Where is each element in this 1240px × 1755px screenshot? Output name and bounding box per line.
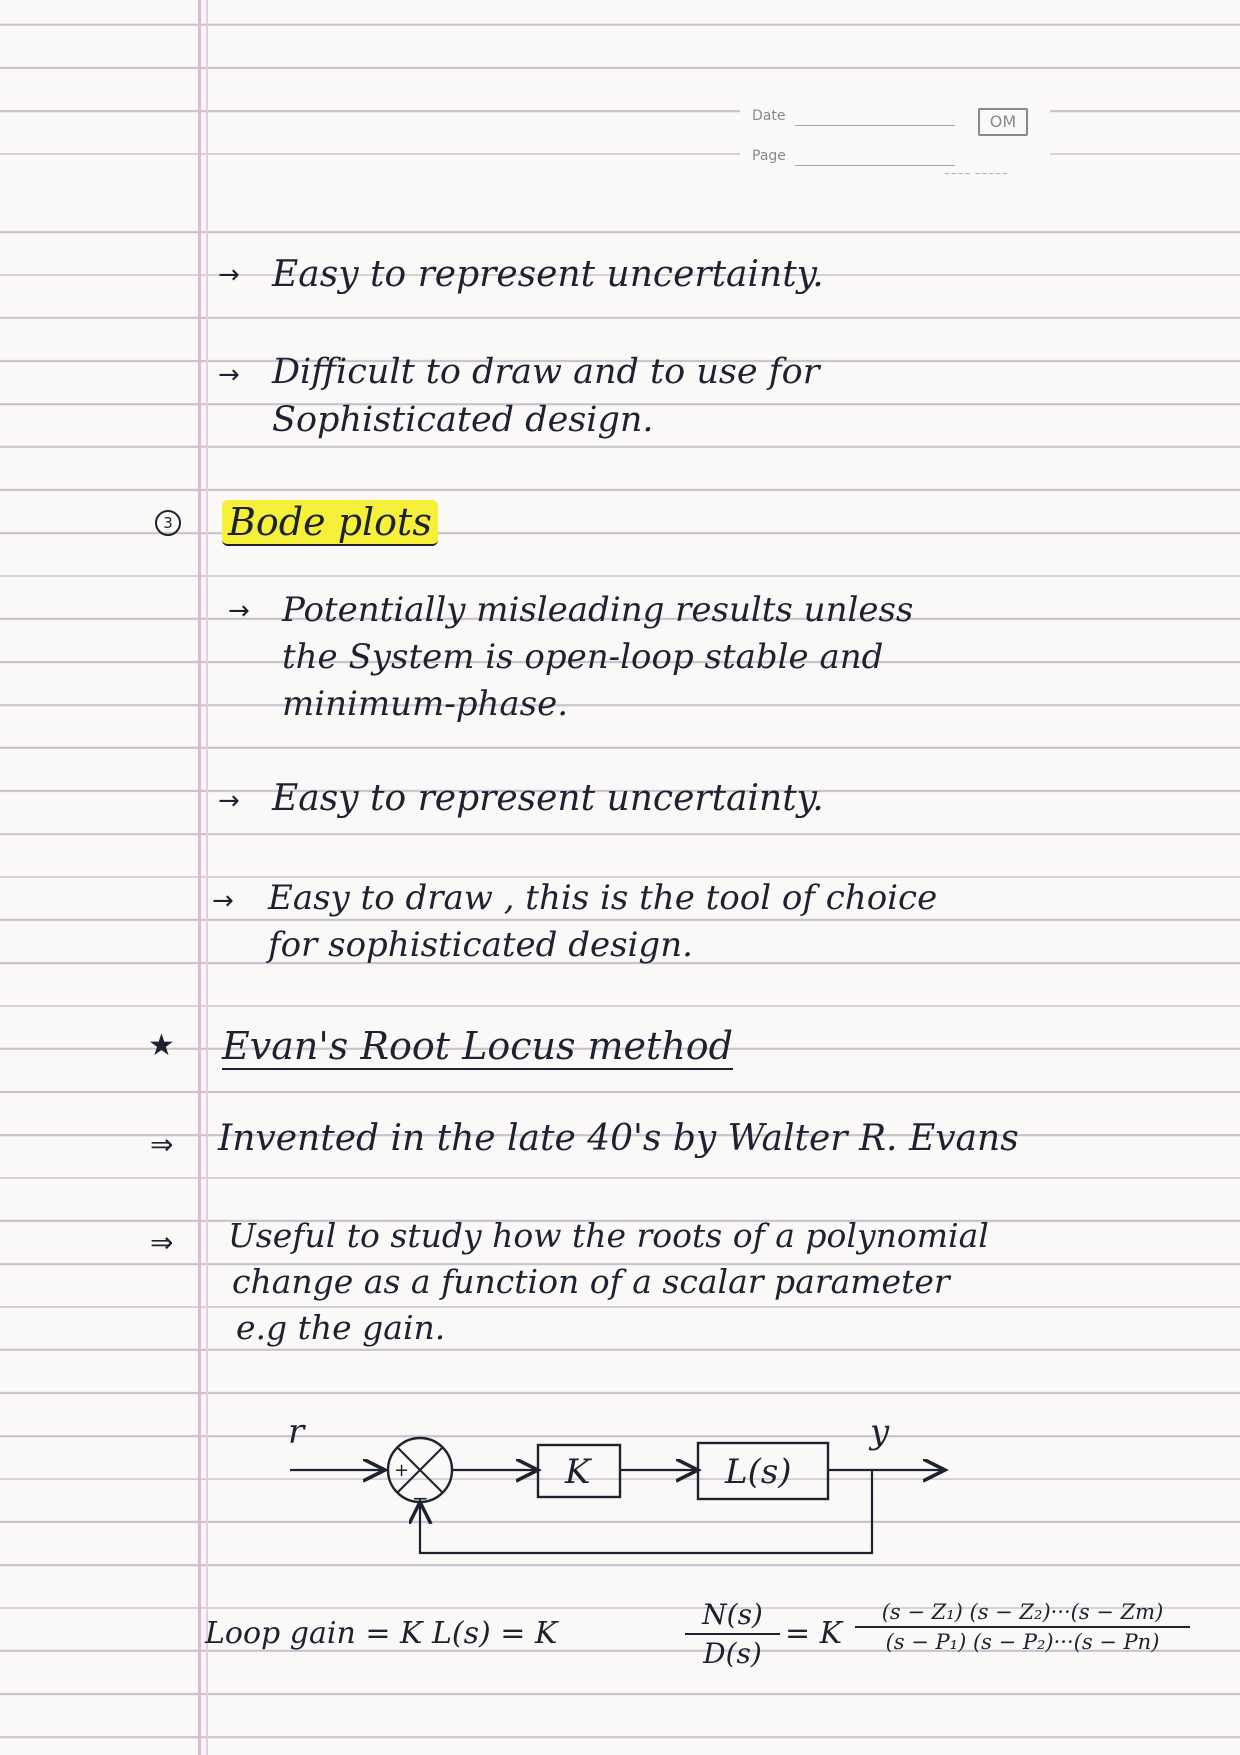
bullet-text: Difficult to draw and to use for [272, 352, 820, 392]
margin-line [198, 0, 201, 1755]
minus-sign: − [412, 1486, 429, 1510]
page-label: Page [752, 148, 786, 164]
denominator-poles: (s − P₁) (s − P₂)···(s − Pn) [885, 1630, 1160, 1654]
fraction-bar [855, 1626, 1190, 1628]
bullet-double-arrow: ⇒ [150, 1226, 174, 1259]
bullet-arrow: → [228, 596, 250, 626]
feedback-path [420, 1470, 872, 1553]
bullet-text-continued: Sophisticated design. [272, 400, 654, 440]
bullet-text-continued: change as a function of a scalar parameter [232, 1262, 950, 1301]
bullet-text: Easy to represent uncertainty. [272, 778, 824, 819]
bullet-arrow: → [218, 360, 240, 390]
output-label: y [870, 1412, 890, 1452]
bullet-text-continued: minimum-phase. [282, 684, 569, 724]
bullet-text: Easy to draw , this is the tool of choice [268, 878, 938, 918]
bullet-arrow: → [212, 886, 234, 916]
om-logo: OM [978, 108, 1028, 136]
date-line [795, 125, 955, 126]
bullet-text: Easy to represent uncertainty. [272, 254, 824, 295]
bullet-text-continued: the System is open-loop stable and [282, 637, 884, 677]
bullet-arrow: → [218, 786, 240, 816]
bullet-double-arrow: ⇒ [150, 1128, 174, 1161]
bullet-text: Invented in the late 40's by Walter R. Evans [218, 1118, 1019, 1159]
equation-lhs: Loop gain = K L(s) = K [205, 1616, 558, 1651]
page-line [795, 165, 955, 166]
date-label: Date [752, 108, 786, 124]
margin-line-secondary [206, 0, 208, 1755]
fraction-bar [685, 1633, 780, 1635]
denominator: D(s) [703, 1637, 762, 1670]
bullet-arrow: → [218, 260, 240, 290]
equation-equals-k: = K [785, 1616, 843, 1651]
bullet-text-continued: for sophisticated design. [268, 925, 693, 965]
om-logo-tagline: ~~~~ ~~~~~ [944, 170, 1010, 178]
bullet-text: Useful to study how the roots of a polynomial [228, 1216, 989, 1255]
plus-sign: + [394, 1460, 410, 1481]
fraction-n-over-d [685, 1598, 780, 1670]
section-number: 3 [155, 510, 181, 536]
gain-block-label: K [565, 1452, 591, 1492]
star-icon: ★ [148, 1028, 175, 1063]
fraction-zeros-over-poles [855, 1600, 1190, 1654]
plant-block-label: L(s) [725, 1452, 792, 1492]
bullet-text: Potentially misleading results unless [282, 590, 914, 630]
numerator-zeros: (s − Z₁) (s − Z₂)···(s − Zm) [881, 1600, 1164, 1624]
input-label: r [288, 1412, 305, 1452]
feedback-block-diagram [280, 1405, 980, 1595]
section-title-root-locus: Evan's Root Locus method [222, 1024, 733, 1068]
bullet-text-continued: e.g the gain. [236, 1308, 446, 1347]
section-title-bode [222, 500, 438, 544]
numerator: N(s) [702, 1598, 763, 1631]
highlighted-title: Bode plots [222, 500, 438, 546]
